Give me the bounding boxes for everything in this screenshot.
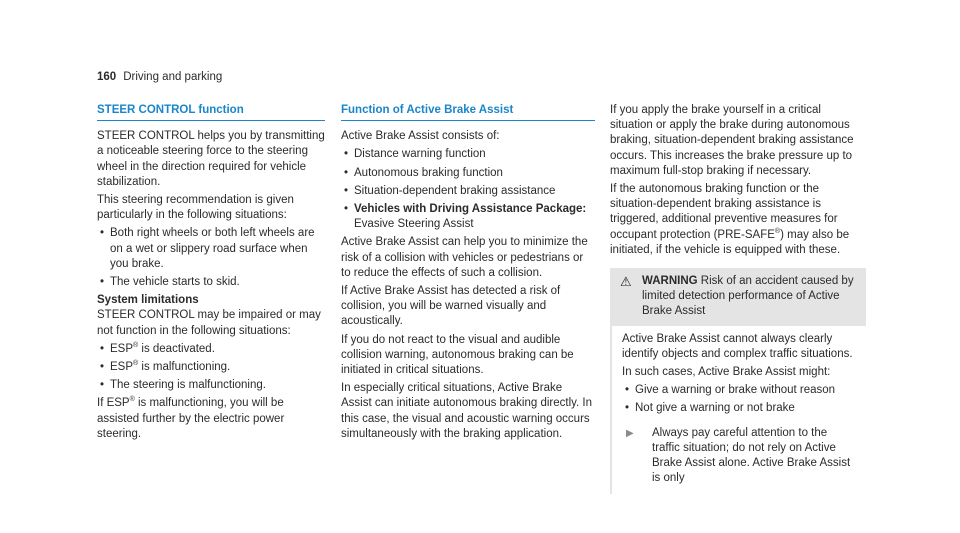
warning-box — [610, 268, 866, 494]
situations-list — [97, 226, 325, 290]
instruction-text: Always pay careful attention to the traffic situation; do not rely on Active Brake Assist alone. Active Brake Assist is only — [652, 426, 851, 485]
list-item — [341, 202, 595, 232]
brake-assist-heading: Function of Active Brake Assist — [341, 103, 595, 121]
paragraph: If Active Brake Assist has detected a risk of collision, you will be warned visually and acoustically. — [341, 285, 561, 328]
pre-safe-text: If the autonomous braking function or the situation-dependent braking assistance is triggered, additional preventive measures for occupant protection (PRE-SAFE — [610, 183, 838, 241]
warning-label: WARNING — [642, 275, 698, 288]
warning-list — [622, 383, 856, 416]
paragraph: Active Brake Assist can help you to minimize the risk of a collision with vehicles or pedestrians or to reduce the effects of such a collision. — [341, 236, 588, 279]
warning-title — [642, 274, 856, 320]
package-feature: Evasive Steering Assist — [354, 218, 474, 231]
limit-text: is malfunctioning. — [138, 361, 231, 374]
section-title: Driving and parking — [123, 71, 223, 83]
situations-intro: This steering recommendation is given particularly in the following situations: — [97, 194, 294, 222]
pre-safe-suffix: ) may also be initiated, if the vehicle is equipped with these. — [610, 228, 850, 256]
limits-heading: System limitations — [97, 294, 199, 307]
list-item: • The vehicle starts to skid. — [97, 275, 325, 290]
paragraph: In especially critical situations, Active Brake Assist can initiate autonomous braking directly. In this case, the visual and acoustic warning occurs simultaneously with the braking application. — [341, 382, 592, 440]
paragraph: If you do not react to the visual and audible collision warning, autonomous braking can be initiated in critical situations. — [341, 333, 574, 377]
list-item: • Situation-dependent braking assistance — [341, 184, 595, 199]
list-item: • Autonomous braking function — [341, 166, 595, 181]
paragraph: Active Brake Assist cannot always clearly identify objects and complex traffic situations. — [622, 332, 853, 360]
final-text: is malfunctioning, you will be assisted further by the electric power steering. — [97, 397, 285, 440]
registered-mark: ® — [133, 342, 139, 350]
registered-mark: ® — [133, 360, 139, 368]
steer-control-intro: STEER CONTROL helps you by transmitting a noticeable steering force to the steering wheel in the direction required for vehicle stabilization. — [97, 130, 325, 188]
registered-mark: ® — [129, 396, 135, 404]
package-label: Vehicles with Driving Assistance Package: — [354, 203, 587, 216]
warning-triangle-icon: ⚠ — [620, 274, 632, 290]
paragraph: If you apply the brake yourself in a critical situation or apply the brake during autonomous braking, situation-dependent braking assistance occurs. This increases the brake pressure up to maximum full-stop braking if necessary. — [610, 104, 854, 177]
steer-control-heading: STEER CONTROL function — [97, 103, 325, 121]
play-arrow-icon: ▶ — [626, 427, 634, 439]
paragraph — [610, 182, 866, 258]
warning-title-text: Risk of an accident caused by limited detection performance of Active Brake Assist — [642, 275, 854, 318]
warning-body — [610, 326, 866, 495]
final-prefix: If ESP — [97, 397, 130, 410]
esp-label: ESP — [110, 361, 134, 374]
list-item: • Give a warning or brake without reason — [622, 383, 856, 398]
column-braking-assistance — [610, 103, 866, 494]
column-active-brake-assist — [341, 103, 595, 445]
paragraph: In such cases, Active Brake Assist might: — [622, 366, 831, 379]
warning-header — [610, 268, 866, 326]
list-item — [97, 342, 325, 357]
brake-assist-intro: Active Brake Assist consists of: — [341, 130, 500, 143]
column-steer-control — [97, 103, 325, 445]
list-item: • Both right wheels or both left wheels are on a wet or slippery road surface when you brake. — [97, 226, 325, 272]
instruction — [622, 426, 856, 487]
registered-mark: ® — [774, 227, 781, 235]
page-header — [97, 70, 222, 85]
limit-text: is deactivated. — [138, 342, 215, 355]
list-item: • The steering is malfunctioning. — [97, 378, 325, 393]
limits-intro: STEER CONTROL may be impaired or may not function in the following situations: — [97, 309, 321, 337]
brake-assist-components — [341, 147, 595, 232]
esp-label: ESP — [110, 342, 134, 355]
list-item: • Not give a warning or not brake — [622, 401, 856, 416]
page-number: 160 — [97, 71, 117, 83]
list-item — [97, 360, 325, 375]
list-item: • Distance warning function — [341, 147, 595, 162]
esp-final-note — [97, 396, 325, 442]
limits-list — [97, 342, 325, 394]
